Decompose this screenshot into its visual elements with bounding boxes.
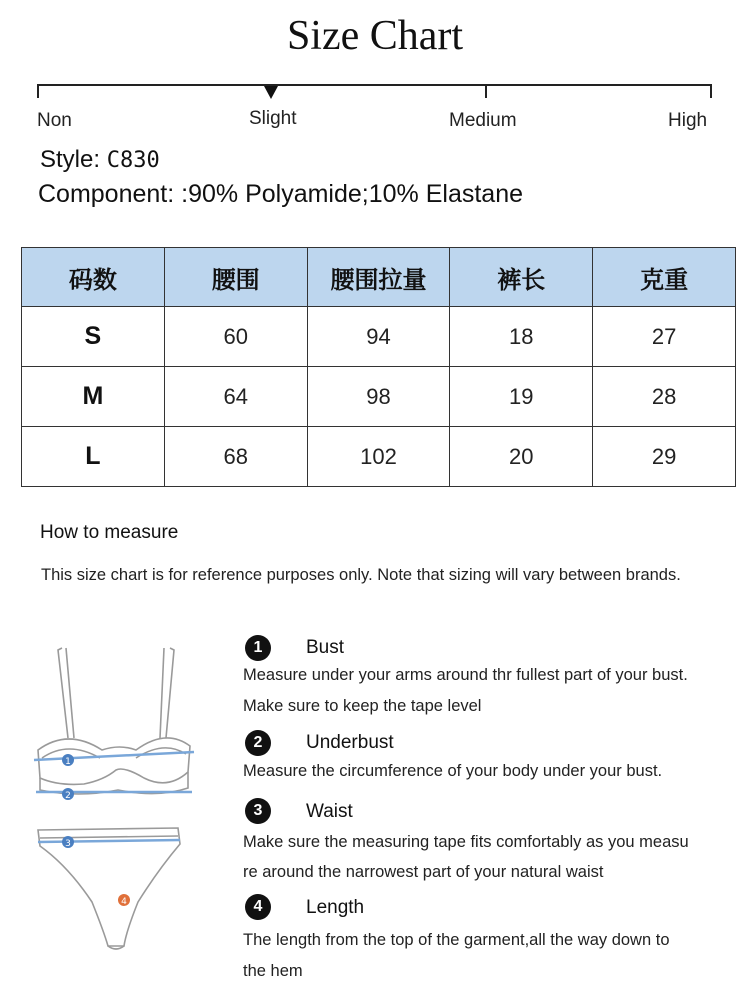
table-header-row bbox=[22, 248, 736, 307]
marker-2-label: 2 bbox=[65, 791, 71, 801]
table-row bbox=[22, 427, 736, 487]
step-1-text: Make sure to keep the tape level bbox=[243, 697, 482, 715]
header-length: 裤长 bbox=[450, 248, 593, 307]
scale-tick bbox=[37, 84, 39, 98]
header-weight: 克重 bbox=[593, 248, 736, 307]
scale-tick bbox=[485, 84, 487, 98]
step-4-number-icon: 4 bbox=[245, 894, 271, 920]
step-3-title: Waist bbox=[306, 801, 353, 822]
step-3-number-icon: 3 bbox=[245, 798, 271, 824]
table-cell: 102 bbox=[307, 427, 450, 487]
size-cell: M bbox=[22, 367, 165, 427]
table-cell: 68 bbox=[164, 427, 307, 487]
step-2-title: Underbust bbox=[306, 732, 394, 753]
scale-line bbox=[38, 84, 712, 86]
scale-level-high: High bbox=[668, 110, 708, 131]
marker-3-label: 3 bbox=[65, 839, 71, 849]
step-4-text: The length from the top of the garment,all the way down to bbox=[243, 931, 670, 949]
component-info: Component: :90% Polyamide;10% Elastane bbox=[38, 180, 524, 208]
scale-level-slight: Slight bbox=[249, 108, 297, 129]
marker-1-label: 1 bbox=[65, 757, 71, 767]
step-2-number-icon: 2 bbox=[245, 730, 271, 756]
table-cell: 19 bbox=[450, 367, 593, 427]
table-cell: 28 bbox=[593, 367, 736, 427]
step-1-number-icon: 1 bbox=[245, 635, 271, 661]
table-cell: 60 bbox=[164, 307, 307, 367]
size-table bbox=[21, 247, 736, 487]
marker-4-label: 4 bbox=[121, 897, 127, 907]
page-title: Size Chart bbox=[286, 13, 464, 59]
step-1-text: Measure under your arms around thr fullest part of your bust. bbox=[243, 666, 688, 684]
style-label: Style: bbox=[40, 146, 101, 173]
step-3-text: Make sure the measuring tape fits comfortably as you measu bbox=[243, 833, 689, 851]
step-4-text: the hem bbox=[243, 962, 303, 980]
table-cell: 18 bbox=[450, 307, 593, 367]
bikini-diagram-icon bbox=[28, 640, 218, 970]
scale-marker-icon bbox=[264, 86, 278, 99]
table-cell: 64 bbox=[164, 367, 307, 427]
step-4-title: Length bbox=[306, 897, 365, 918]
header-waist: 腰围 bbox=[164, 248, 307, 307]
scale-tick bbox=[710, 84, 712, 98]
step-3-text: re around the narrowest part of your natural waist bbox=[243, 863, 604, 881]
header-size: 码数 bbox=[22, 248, 165, 307]
table-row bbox=[22, 307, 736, 367]
style-value: C830 bbox=[106, 148, 160, 173]
style-info bbox=[40, 146, 160, 174]
table-cell: 98 bbox=[307, 367, 450, 427]
how-to-measure-note: This size chart is for reference purposes only. Note that sizing will vary between brands. bbox=[41, 566, 681, 584]
header-waist-stretch: 腰围拉量 bbox=[307, 248, 450, 307]
scale-level-non: Non bbox=[37, 110, 72, 131]
table-row bbox=[22, 367, 736, 427]
how-to-measure-title: How to measure bbox=[40, 522, 179, 543]
table-cell: 27 bbox=[593, 307, 736, 367]
step-2-text: Measure the circumference of your body under your bust. bbox=[243, 762, 663, 780]
table-cell: 29 bbox=[593, 427, 736, 487]
scale-level-medium: Medium bbox=[449, 110, 517, 131]
table-cell: 20 bbox=[450, 427, 593, 487]
table-cell: 94 bbox=[307, 307, 450, 367]
size-cell: S bbox=[22, 307, 165, 367]
size-cell: L bbox=[22, 427, 165, 487]
step-1-title: Bust bbox=[306, 637, 345, 658]
